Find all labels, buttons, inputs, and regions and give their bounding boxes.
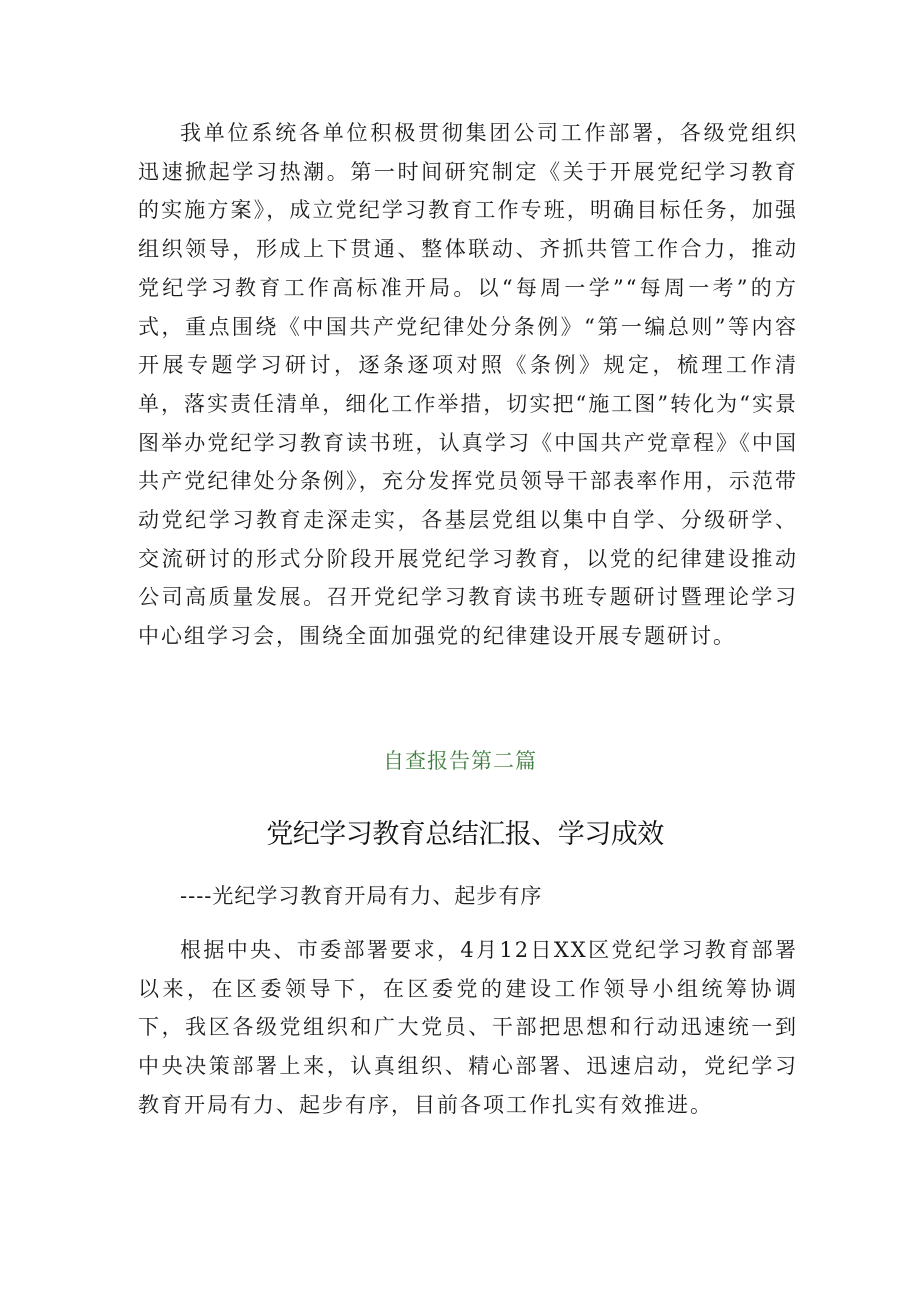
body-paragraph-2: 根据中央、市委部署要求，4月12日XX区党纪学习教育部署以来，在区委领导下，在区委党的建设工作领导小组统筹协调下，我区各级党组织和广大党员、干部把思想和行动迅速统一到中央决策部署上来，认真组织、精心部署、迅速启动，党纪学习教育开局有力、起步有序，目前各项工作扎实有效推进。 [138,938,798,1117]
body-paragraph-1: 我单位系统各单位积极贯彻集团公司工作部署，各级党组织迅速掀起学习热潮。第一时间研究制定《关于开展党纪学习教育的实施方案》，成立党纪学习教育工作专班，明确目标任务，加强组织领导，形成上下贯通、整体联动、齐抓共管工作合力，推动党纪学习教育工作高标准开局。以“每周一学”“每周一考”的方式，重点围绕《中国共产党纪律处分条例》“第一编总则”等内容开展专题学习研讨，逐条逐项对照《条例》规定，梳理工作清单，落实责任清单，细化工作举措，切实把“施工图”转化为“实景图举办党纪学习教育读书班，认真学习《中国共产党章程》《中国共产党纪律处分条例》，充分发挥党员领导干部表率作用，示范带动党纪学习教育走深走实，各基层党组以集中自学、分级研学、交流研讨的形式分阶段开展党纪学习教育，以党的纪律建设推动公司高质量发展。召开党纪学习教育读书班专题研讨暨理论学习中心组学习会，围绕全面加强党的纪律建设开展专题研讨。 [138,121,798,649]
subtitle: ----光纪学习教育开局有力、起步有序 [180,884,543,908]
section-title: 自查报告第二篇 [383,749,537,773]
main-title: 党纪学习教育总结汇报、学习成效 [266,819,664,850]
